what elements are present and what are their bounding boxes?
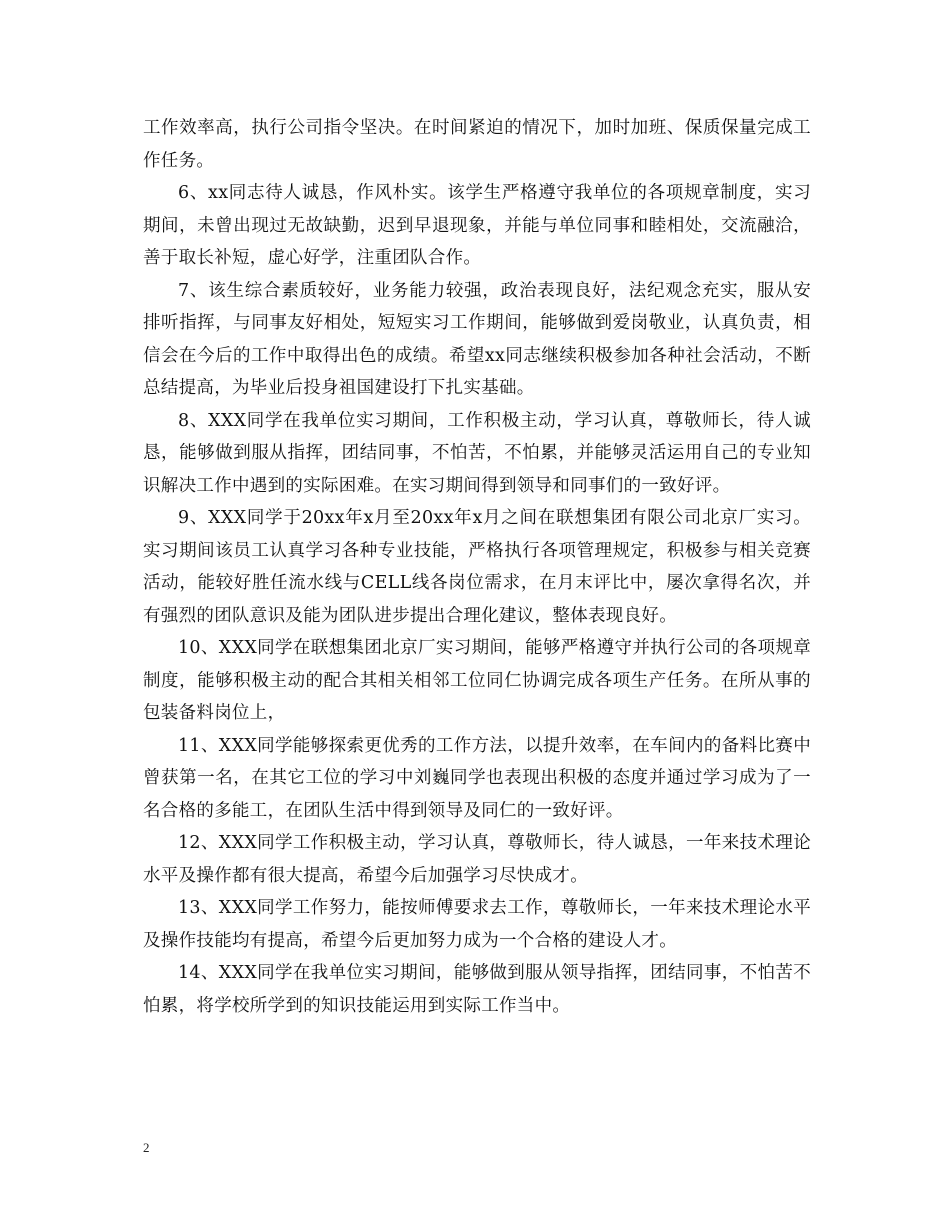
paragraph-item-12: 12、XXX同学工作积极主动，学习认真，尊敬师长，待人诚恳，一年来技术理论水平及操作都有很大提高，希望今后加强学习尽快成才。 — [143, 833, 811, 886]
paragraph-item-9: 9、XXX同学于20xx年x月至20xx年x月之间在联想集团有限公司北京厂实习。实习期间该员工认真学习各种专业技能，严格执行各项管理规定，积极参与相关竞赛活动，能较好胜任流水线与CELL线各岗位需求，在月末评比中，屡次拿得名次，并有强烈的团队意识及能为团队进步提出合理化建议，整体表现良好。 — [143, 508, 811, 626]
paragraph-item-8: 8、XXX同学在我单位实习期间，工作积极主动，学习认真，尊敬师长，待人诚恳，能够做到服从指挥，团结同事，不怕苦，不怕累，并能够灵活运用自己的专业知识解决工作中遇到的实际困难。在实习期间得到领导和同事们的一致好评。 — [143, 410, 811, 496]
paragraph-item-13: 13、XXX同学工作努力，能按师傅要求去工作，尊敬师长，一年来技术理论水平及操作技能均有提高，希望今后更加努力成为一个合格的建设人才。 — [143, 898, 811, 951]
document-body — [143, 112, 811, 1022]
paragraph-item-7: 7、该生综合素质较好，业务能力较强，政治表现良好，法纪观念充实，服从安排听指挥，与同事友好相处，短短实习工作期间，能够做到爱岗敬业，认真负责，相信会在今后的工作中取得出色的成绩。希望xx同志继续积极参加各种社会活动，不断总结提高，为毕业后投身祖国建设打下扎实基础。 — [143, 280, 811, 398]
paragraph-item-14: 14、XXX同学在我单位实习期间，能够做到服从领导指挥，团结同事，不怕苦不怕累，将学校所学到的知识技能运用到实际工作当中。 — [143, 963, 811, 1016]
paragraph-item-6: 6、xx同志待人诚恳，作风朴实。该学生严格遵守我单位的各项规章制度，实习期间，未曾出现过无故缺勤，迟到早退现象，并能与单位同事和睦相处，交流融洽，善于取长补短，虚心好学，注重团队合作。 — [143, 183, 811, 268]
paragraph-item-11: 11、XXX同学能够探索更优秀的工作方法，以提升效率，在车间内的备料比赛中曾获第一名，在其它工位的学习中刘巍同学也表现出积极的态度并通过学习成为了一名合格的多能工，在团队生活中得到领导及同仁的一致好评。 — [143, 735, 811, 821]
page-number: 2 — [143, 1140, 150, 1155]
paragraph-item-10: 10、XXX同学在联想集团北京厂实习期间，能够严格遵守并执行公司的各项规章制度，能够积极主动的配合其相关相邻工位同仁协调完成各项生产任务。在所从事的包装备料岗位上， — [143, 638, 811, 723]
paragraph-continuation: 工作效率高，执行公司指令坚决。在时间紧迫的情况下，加时加班、保质保量完成工作任务。 — [143, 118, 811, 171]
